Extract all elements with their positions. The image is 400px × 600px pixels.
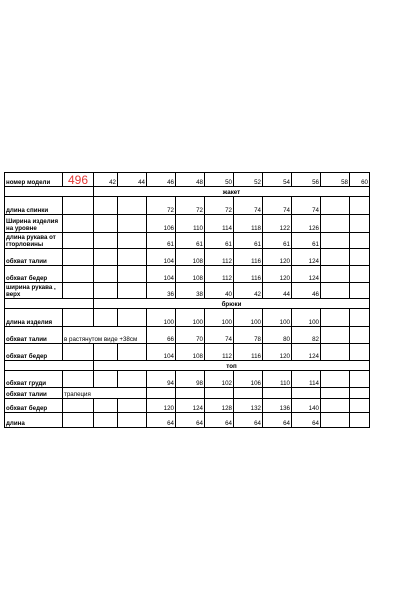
measurement-label: обхват груди	[5, 371, 63, 388]
measurement-value	[118, 197, 147, 215]
size-header: 44	[118, 173, 147, 187]
measurement-value: 124	[292, 249, 321, 266]
measurement-value: 40	[205, 283, 234, 299]
measurement-row	[5, 266, 370, 283]
model-column-cell	[63, 399, 94, 413]
measurement-value: 124	[176, 399, 205, 413]
measurement-value: 112	[205, 344, 234, 361]
size-header: 54	[263, 173, 292, 187]
measurement-value	[350, 327, 370, 344]
measurement-value: 110	[263, 371, 292, 388]
measurement-note: в растянутом виде +38см	[63, 327, 147, 344]
measurement-value: 61	[292, 233, 321, 249]
section-title: брюки	[94, 299, 370, 309]
measurement-value	[176, 388, 205, 399]
measurement-value: 112	[205, 249, 234, 266]
measurement-value	[350, 215, 370, 233]
measurement-value: 118	[234, 215, 263, 233]
measurement-label: обхват бедер	[5, 266, 63, 283]
measurement-row	[5, 215, 370, 233]
measurement-value	[94, 344, 118, 361]
measurement-value	[350, 413, 370, 428]
measurement-value: 64	[147, 413, 176, 428]
measurement-row	[5, 309, 370, 327]
measurement-value: 124	[292, 344, 321, 361]
measurement-label: длина рукава от гторловины	[5, 233, 63, 249]
measurement-value: 124	[292, 266, 321, 283]
measurement-value: 100	[292, 309, 321, 327]
measurement-value	[321, 233, 350, 249]
section-header-row	[5, 299, 370, 309]
measurement-value: 64	[263, 413, 292, 428]
measurement-value	[350, 283, 370, 299]
size-chart-table	[4, 172, 370, 428]
measurement-value	[94, 197, 118, 215]
measurement-value: 116	[234, 249, 263, 266]
measurement-value: 120	[147, 399, 176, 413]
model-column-cell	[63, 233, 94, 249]
measurement-value	[321, 283, 350, 299]
measurement-value: 61	[147, 233, 176, 249]
section-title: жакет	[94, 187, 370, 197]
measurement-value	[94, 413, 118, 428]
size-header: 50	[205, 173, 234, 187]
measurement-value	[94, 266, 118, 283]
measurement-value	[321, 215, 350, 233]
measurement-value: 108	[176, 249, 205, 266]
measurement-value: 46	[292, 283, 321, 299]
section-title: топ	[94, 361, 370, 371]
measurement-value	[321, 266, 350, 283]
measurement-value: 140	[292, 399, 321, 413]
measurement-value: 122	[263, 215, 292, 233]
measurement-value: 120	[263, 266, 292, 283]
model-column-cell	[63, 344, 94, 361]
measurement-value	[234, 388, 263, 399]
measurement-value	[94, 215, 118, 233]
measurement-value: 114	[292, 371, 321, 388]
measurement-row	[5, 388, 370, 399]
measurement-value	[321, 327, 350, 344]
measurement-value	[321, 371, 350, 388]
measurement-value: 70	[176, 327, 205, 344]
measurement-value: 128	[205, 399, 234, 413]
measurement-value: 74	[205, 327, 234, 344]
measurement-value	[321, 344, 350, 361]
measurement-value: 74	[292, 197, 321, 215]
measurement-value	[118, 283, 147, 299]
measurement-value: 136	[263, 399, 292, 413]
model-column-cell	[63, 197, 94, 215]
model-column-cell	[63, 371, 94, 388]
measurement-value: 116	[234, 266, 263, 283]
model-column-cell	[63, 215, 94, 233]
measurement-value	[321, 197, 350, 215]
measurement-value	[321, 309, 350, 327]
measurement-value: 120	[263, 344, 292, 361]
measurement-value	[118, 266, 147, 283]
section-header-spacer	[5, 187, 94, 197]
measurement-value	[118, 249, 147, 266]
section-header-spacer	[5, 299, 94, 309]
size-chart-body	[5, 173, 370, 428]
measurement-value: 102	[205, 371, 234, 388]
measurement-row	[5, 399, 370, 413]
measurement-label: обхват талии	[5, 327, 63, 344]
measurement-value: 100	[205, 309, 234, 327]
size-header: 56	[292, 173, 321, 187]
measurement-value: 132	[234, 399, 263, 413]
section-header-row	[5, 187, 370, 197]
header-row	[5, 173, 370, 187]
measurement-value	[350, 249, 370, 266]
measurement-value: 61	[205, 233, 234, 249]
measurement-value: 100	[176, 309, 205, 327]
measurement-value	[118, 413, 147, 428]
measurement-label: длина изделия	[5, 309, 63, 327]
measurement-value	[350, 344, 370, 361]
measurement-label: длина	[5, 413, 63, 428]
measurement-row	[5, 327, 370, 344]
size-header: 60	[350, 173, 370, 187]
measurement-value: 100	[234, 309, 263, 327]
measurement-value	[94, 309, 118, 327]
measurement-row	[5, 197, 370, 215]
measurement-value	[94, 283, 118, 299]
measurement-value: 98	[176, 371, 205, 388]
size-header: 48	[176, 173, 205, 187]
size-header: 46	[147, 173, 176, 187]
measurement-value: 74	[234, 197, 263, 215]
measurement-value	[292, 388, 321, 399]
measurement-label: обхват талии	[5, 388, 63, 399]
measurement-value	[350, 371, 370, 388]
measurement-value	[321, 249, 350, 266]
measurement-value: 72	[205, 197, 234, 215]
measurement-value	[118, 215, 147, 233]
model-column-cell	[63, 283, 94, 299]
measurement-value	[350, 197, 370, 215]
model-number-label: номер модели	[5, 173, 63, 187]
measurement-value: 82	[292, 327, 321, 344]
measurement-label: обхват талии	[5, 249, 63, 266]
model-number-value: 496	[63, 173, 94, 187]
measurement-value: 61	[263, 233, 292, 249]
measurement-label: длина спинки	[5, 197, 63, 215]
measurement-label: обхват бедер	[5, 344, 63, 361]
measurement-value	[205, 388, 234, 399]
measurement-value	[94, 371, 118, 388]
measurement-value	[321, 413, 350, 428]
measurement-value: 72	[176, 197, 205, 215]
measurement-row	[5, 371, 370, 388]
measurement-value: 114	[205, 215, 234, 233]
measurement-value: 64	[234, 413, 263, 428]
measurement-value: 100	[263, 309, 292, 327]
measurement-value: 64	[292, 413, 321, 428]
measurement-value: 126	[292, 215, 321, 233]
measurement-value	[350, 233, 370, 249]
measurement-value	[94, 233, 118, 249]
measurement-value: 120	[263, 249, 292, 266]
section-header-row	[5, 361, 370, 371]
measurement-value: 104	[147, 266, 176, 283]
measurement-value: 116	[234, 344, 263, 361]
measurement-label: ширина рукава , верх	[5, 283, 63, 299]
measurement-value: 106	[234, 371, 263, 388]
measurement-value: 104	[147, 344, 176, 361]
measurement-value	[94, 399, 118, 413]
measurement-value: 94	[147, 371, 176, 388]
measurement-row	[5, 413, 370, 428]
measurement-value	[118, 344, 147, 361]
model-column-cell	[63, 266, 94, 283]
measurement-value: 36	[147, 283, 176, 299]
measurement-value	[321, 388, 350, 399]
measurement-value	[118, 371, 147, 388]
measurement-value: 38	[176, 283, 205, 299]
measurement-value	[118, 233, 147, 249]
size-header: 42	[94, 173, 118, 187]
size-header: 52	[234, 173, 263, 187]
section-header-spacer	[5, 361, 94, 371]
measurement-row	[5, 249, 370, 266]
model-column-cell	[63, 309, 94, 327]
measurement-value: 64	[176, 413, 205, 428]
measurement-value	[118, 309, 147, 327]
measurement-value: 66	[147, 327, 176, 344]
measurement-value: 110	[176, 215, 205, 233]
measurement-value: 108	[176, 344, 205, 361]
measurement-value	[350, 399, 370, 413]
measurement-value: 61	[176, 233, 205, 249]
measurement-value: 64	[205, 413, 234, 428]
size-header: 58	[321, 173, 350, 187]
measurement-value	[350, 388, 370, 399]
measurement-value	[321, 399, 350, 413]
measurement-value	[94, 249, 118, 266]
measurement-row	[5, 283, 370, 299]
measurement-label: обхват бедер	[5, 399, 63, 413]
measurement-value: 106	[147, 215, 176, 233]
measurement-value: 61	[234, 233, 263, 249]
measurement-value	[118, 399, 147, 413]
measurement-value: 42	[234, 283, 263, 299]
measurement-row	[5, 233, 370, 249]
measurement-value: 72	[147, 197, 176, 215]
measurement-value: 100	[147, 309, 176, 327]
measurement-value: 74	[263, 197, 292, 215]
measurement-note: трапеция	[63, 388, 147, 399]
measurement-value: 78	[234, 327, 263, 344]
measurement-value	[147, 388, 176, 399]
measurement-value: 108	[176, 266, 205, 283]
measurement-value: 80	[263, 327, 292, 344]
measurement-row	[5, 344, 370, 361]
model-column-cell	[63, 249, 94, 266]
measurement-value: 44	[263, 283, 292, 299]
measurement-value: 112	[205, 266, 234, 283]
measurement-value	[350, 266, 370, 283]
model-column-cell	[63, 413, 94, 428]
measurement-value	[263, 388, 292, 399]
measurement-value: 104	[147, 249, 176, 266]
measurement-value	[350, 309, 370, 327]
measurement-label: Ширина изделия на уровне	[5, 215, 63, 233]
